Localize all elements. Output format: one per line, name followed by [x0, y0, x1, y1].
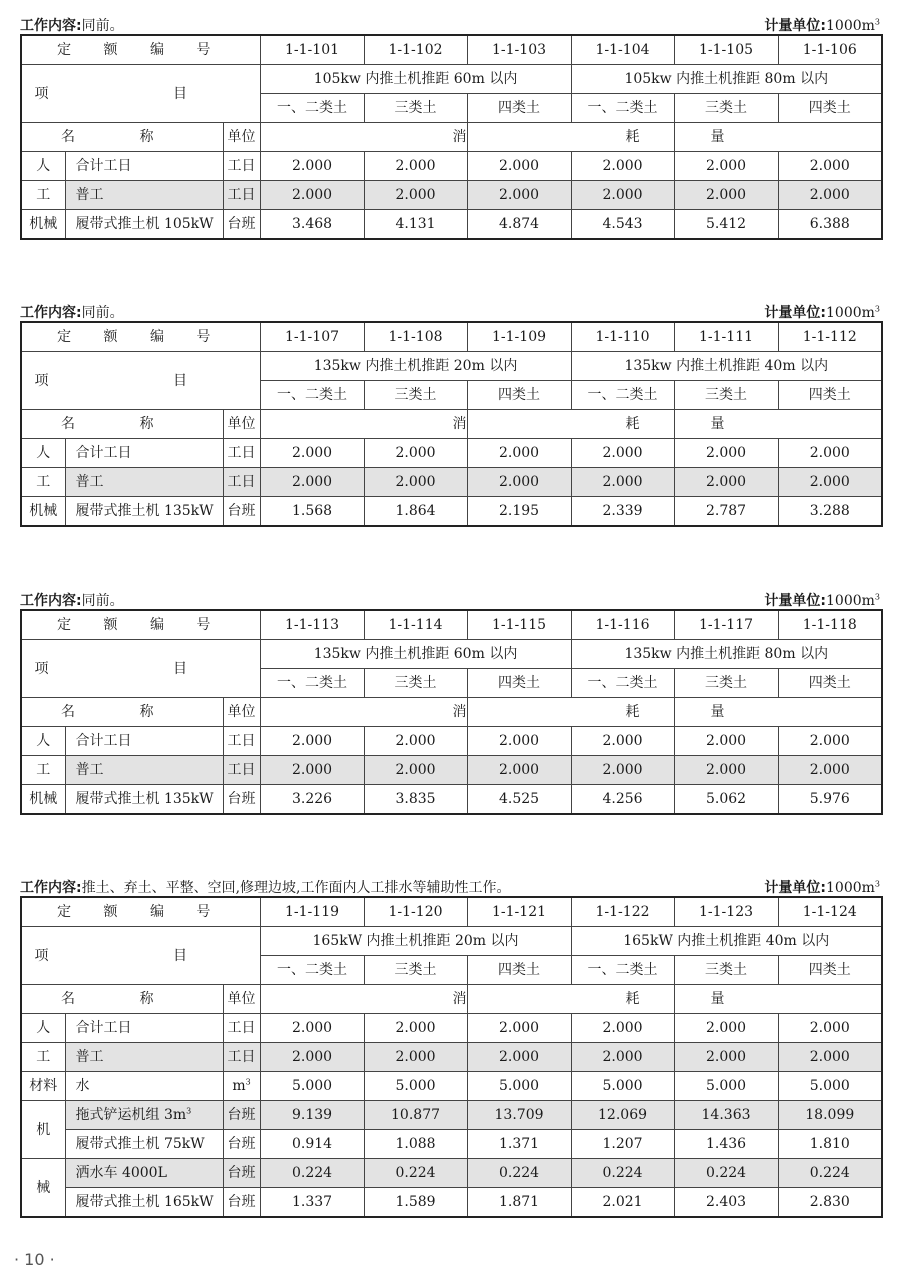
name-header-row	[21, 123, 882, 152]
row-unit: 工日	[223, 439, 260, 468]
work-content-text: 同前。	[81, 18, 124, 34]
work-content-text: 同前。	[81, 593, 124, 609]
table-row	[21, 727, 882, 756]
row-value: 0.224	[571, 1159, 674, 1188]
row-value: 2.000	[364, 152, 467, 181]
soil-class: 四类土	[467, 669, 571, 698]
row-value: 2.000	[571, 1043, 674, 1072]
consume-char: 耗	[467, 410, 674, 439]
row-value: 2.000	[467, 468, 571, 497]
quota-code: 1-1-104	[571, 35, 674, 65]
quota-code: 1-1-106	[778, 35, 882, 65]
code-row	[21, 35, 882, 65]
row-name: 拖式铲运机组 $3m^3$	[65, 1101, 223, 1130]
soil-class: 三类土	[364, 669, 467, 698]
unit-superscript: 3	[874, 592, 880, 602]
row-value: 2.000	[467, 1014, 571, 1043]
group-header: 135kw 内推土机推距 20m 以内	[260, 352, 571, 381]
row-value: 10.877	[364, 1101, 467, 1130]
name-label: 名 称	[21, 123, 223, 152]
soil-class: 一、二类土	[260, 669, 364, 698]
row-value: 2.000	[674, 181, 778, 210]
quota-code: 1-1-113	[260, 610, 364, 640]
row-value: 2.195	[467, 497, 571, 527]
quota-code: 1-1-107	[260, 322, 364, 352]
quota-code: 1-1-122	[571, 897, 674, 927]
row-name: 履带式推土机 75kW	[65, 1130, 223, 1159]
row-value: 2.000	[778, 181, 882, 210]
soil-class: 一、二类土	[260, 381, 364, 410]
row-value: 2.000	[571, 756, 674, 785]
consume-char: 消	[260, 985, 467, 1014]
quota-code: 1-1-111	[674, 322, 778, 352]
table-row	[21, 181, 882, 210]
row-value: 2.000	[364, 727, 467, 756]
soil-class: 四类土	[778, 956, 882, 985]
row-unit: 工日	[223, 727, 260, 756]
row-value: 1.871	[467, 1188, 571, 1218]
row-value: 1.864	[364, 497, 467, 527]
row-value: 2.000	[674, 727, 778, 756]
row-value: 3.835	[364, 785, 467, 815]
row-value: 2.000	[571, 152, 674, 181]
row-unit: 工日	[223, 1014, 260, 1043]
category-label: 机	[21, 1101, 65, 1159]
row-value: 2.000	[778, 439, 882, 468]
row-value: 2.021	[571, 1188, 674, 1218]
soil-class: 一、二类土	[260, 94, 364, 123]
row-unit: 工日	[223, 152, 260, 181]
group-header: 165kW 内推土机推距 20m 以内	[260, 927, 571, 956]
code-row	[21, 322, 882, 352]
row-unit: 工日	[223, 1043, 260, 1072]
quota-code: 1-1-121	[467, 897, 571, 927]
row-unit: 台班	[223, 785, 260, 815]
unit-label: 计量单位:	[764, 593, 826, 609]
row-unit: 台班	[223, 1101, 260, 1130]
category-label: 人	[21, 439, 65, 468]
consume-char: 消	[260, 123, 467, 152]
unit-label: 计量单位:	[764, 880, 826, 896]
quota-section-3	[20, 593, 882, 815]
row-value: 2.000	[467, 756, 571, 785]
row-unit: 台班	[223, 210, 260, 240]
quota-section-1	[20, 18, 882, 240]
unit-superscript: 3	[874, 879, 880, 889]
row-value: 0.224	[778, 1159, 882, 1188]
row-value: 2.000	[364, 1043, 467, 1072]
row-unit: 工日	[223, 468, 260, 497]
row-value: 2.000	[571, 439, 674, 468]
consume-char: 耗	[467, 985, 674, 1014]
category-label: 材料	[21, 1072, 65, 1101]
row-unit: 工日	[223, 756, 260, 785]
quota-code: 1-1-115	[467, 610, 571, 640]
soil-class: 三类土	[674, 956, 778, 985]
group-header: 135kw 内推土机推距 40m 以内	[571, 352, 882, 381]
row-value: 5.000	[364, 1072, 467, 1101]
work-content-label: 工作内容:	[20, 18, 82, 34]
consume-char: 耗	[467, 123, 674, 152]
soil-class: 四类土	[778, 94, 882, 123]
row-value: 2.000	[778, 468, 882, 497]
row-value: 5.000	[778, 1072, 882, 1101]
row-name: 普工	[65, 756, 223, 785]
category-label: 机械	[21, 210, 65, 240]
group-row	[21, 352, 882, 381]
row-value: 4.874	[467, 210, 571, 240]
quota-code: 1-1-108	[364, 322, 467, 352]
soil-class: 三类土	[364, 956, 467, 985]
row-unit: 台班	[223, 497, 260, 527]
table-row	[21, 1072, 882, 1101]
table-row	[21, 1130, 882, 1159]
quota-code: 1-1-119	[260, 897, 364, 927]
table-row	[21, 210, 882, 240]
unit-label: 计量单位:	[764, 305, 826, 321]
row-value: 2.403	[674, 1188, 778, 1218]
row-value: 2.000	[364, 468, 467, 497]
table-row	[21, 497, 882, 527]
consume-char: 消	[260, 410, 467, 439]
table-row	[21, 1014, 882, 1043]
name-header-row	[21, 410, 882, 439]
table-row	[21, 1188, 882, 1218]
row-value: 1.088	[364, 1130, 467, 1159]
quota-code: 1-1-102	[364, 35, 467, 65]
soil-class: 四类土	[467, 94, 571, 123]
row-value: 2.000	[364, 181, 467, 210]
row-value: 3.468	[260, 210, 364, 240]
quota-code: 1-1-110	[571, 322, 674, 352]
table-row	[21, 1159, 882, 1188]
row-value: 1.371	[467, 1130, 571, 1159]
group-row	[21, 927, 882, 956]
group-header: 135kw 内推土机推距 80m 以内	[571, 640, 882, 669]
group-row	[21, 640, 882, 669]
row-name: 履带式推土机 105kW	[65, 210, 223, 240]
row-value: 2.000	[778, 756, 882, 785]
soil-class: 一、二类土	[260, 956, 364, 985]
row-value: 2.000	[260, 181, 364, 210]
row-value: 2.000	[364, 756, 467, 785]
row-value: 4.131	[364, 210, 467, 240]
unit-column-label: 单位	[223, 410, 260, 439]
table-row	[21, 756, 882, 785]
soil-class: 一、二类土	[571, 381, 674, 410]
row-value: 2.339	[571, 497, 674, 527]
category-label: 工	[21, 756, 65, 785]
row-value: 2.000	[778, 1014, 882, 1043]
soil-class: 三类土	[674, 381, 778, 410]
table-row	[21, 152, 882, 181]
category-label: 人	[21, 152, 65, 181]
row-value: 2.787	[674, 497, 778, 527]
section-header	[20, 880, 882, 896]
quota-code: 1-1-112	[778, 322, 882, 352]
row-value: 5.000	[571, 1072, 674, 1101]
row-value: 5.000	[674, 1072, 778, 1101]
quota-code: 1-1-116	[571, 610, 674, 640]
row-value: 2.000	[674, 468, 778, 497]
unit-column-label: 单位	[223, 985, 260, 1014]
row-value: 5.412	[674, 210, 778, 240]
row-value: 5.062	[674, 785, 778, 815]
row-value: 2.000	[467, 439, 571, 468]
row-value: 2.000	[260, 439, 364, 468]
row-name: 合计工日	[65, 152, 223, 181]
row-value: 4.543	[571, 210, 674, 240]
row-unit: 台班	[223, 1130, 260, 1159]
row-value: 2.000	[467, 1043, 571, 1072]
section-header	[20, 18, 882, 34]
row-value: 2.000	[674, 152, 778, 181]
item-label: 项 目	[21, 352, 260, 410]
row-value: 1.589	[364, 1188, 467, 1218]
page-number: · 10 ·	[14, 1250, 55, 1269]
consume-char: 量	[674, 985, 882, 1014]
work-content-text: 同前。	[81, 305, 124, 321]
code-row	[21, 610, 882, 640]
row-value: 18.099	[778, 1101, 882, 1130]
row-name: 普工	[65, 468, 223, 497]
quota-table	[20, 321, 883, 527]
item-label: 项 目	[21, 65, 260, 123]
soil-class: 四类土	[778, 669, 882, 698]
group-header: 105kw 内推土机推距 80m 以内	[571, 65, 882, 94]
soil-class: 三类土	[364, 94, 467, 123]
soil-class: 三类土	[674, 669, 778, 698]
row-value: 14.363	[674, 1101, 778, 1130]
code-row	[21, 897, 882, 927]
row-value: 2.000	[778, 727, 882, 756]
group-header: 165kW 内推土机推距 40m 以内	[571, 927, 882, 956]
category-label: 工	[21, 181, 65, 210]
work-content-label: 工作内容:	[20, 880, 82, 896]
row-value: 5.000	[467, 1072, 571, 1101]
category-label: 机械	[21, 785, 65, 815]
row-value: 1.207	[571, 1130, 674, 1159]
row-name: 普工	[65, 1043, 223, 1072]
soil-class: 四类土	[467, 381, 571, 410]
row-value: 2.000	[674, 1014, 778, 1043]
unit-superscript: 3	[874, 304, 880, 314]
quota-code-label: 定 额 编 号	[21, 322, 260, 352]
quota-code: 1-1-118	[778, 610, 882, 640]
name-label: 名 称	[21, 698, 223, 727]
section-header	[20, 593, 882, 609]
unit-column-label: 单位	[223, 123, 260, 152]
row-value: 2.830	[778, 1188, 882, 1218]
row-value: 2.000	[364, 1014, 467, 1043]
row-value: 4.525	[467, 785, 571, 815]
group-header: 135kw 内推土机推距 60m 以内	[260, 640, 571, 669]
row-value: 2.000	[571, 181, 674, 210]
quota-code: 1-1-117	[674, 610, 778, 640]
row-value: 13.709	[467, 1101, 571, 1130]
row-value: 2.000	[260, 727, 364, 756]
table-row	[21, 785, 882, 815]
quota-code: 1-1-124	[778, 897, 882, 927]
row-name: 洒水车 4000L	[65, 1159, 223, 1188]
row-value: 2.000	[467, 727, 571, 756]
category-label: 人	[21, 1014, 65, 1043]
soil-class: 四类土	[467, 956, 571, 985]
category-label: 人	[21, 727, 65, 756]
quota-code-label: 定 额 编 号	[21, 35, 260, 65]
soil-class: 一、二类土	[571, 669, 674, 698]
soil-class: 四类土	[778, 381, 882, 410]
work-content-text: 推土、弃土、平整、空回,修理边坡,工作面内人工排水等辅助性工作。	[81, 880, 511, 896]
quota-code: 1-1-101	[260, 35, 364, 65]
row-value: 2.000	[778, 152, 882, 181]
item-label: 项 目	[21, 927, 260, 985]
section-header	[20, 305, 882, 321]
row-value: 12.069	[571, 1101, 674, 1130]
row-value: 9.139	[260, 1101, 364, 1130]
work-content-label: 工作内容:	[20, 593, 82, 609]
category-label: 工	[21, 1043, 65, 1072]
row-value: 2.000	[260, 468, 364, 497]
consume-char: 消	[260, 698, 467, 727]
table-row	[21, 1101, 882, 1130]
unit-value: 1000m	[826, 880, 875, 896]
row-value: 1.436	[674, 1130, 778, 1159]
consume-char: 量	[674, 123, 882, 152]
name-header-row	[21, 698, 882, 727]
row-value: 2.000	[260, 1043, 364, 1072]
row-value: 2.000	[364, 439, 467, 468]
row-value: 3.226	[260, 785, 364, 815]
consume-char: 量	[674, 698, 882, 727]
name-label: 名 称	[21, 410, 223, 439]
row-value: 0.914	[260, 1130, 364, 1159]
row-value: 1.337	[260, 1188, 364, 1218]
quota-code-label: 定 额 编 号	[21, 897, 260, 927]
quota-code: 1-1-123	[674, 897, 778, 927]
row-name: 履带式推土机 135kW	[65, 785, 223, 815]
unit-column-label: 单位	[223, 698, 260, 727]
row-value: 2.000	[674, 756, 778, 785]
row-name: 水	[65, 1072, 223, 1101]
row-value: 5.000	[260, 1072, 364, 1101]
row-value: 2.000	[571, 1014, 674, 1043]
row-name: 普工	[65, 181, 223, 210]
row-name: 履带式推土机 135kW	[65, 497, 223, 527]
row-value: 2.000	[571, 727, 674, 756]
row-value: 3.288	[778, 497, 882, 527]
quota-table	[20, 609, 883, 815]
soil-class: 一、二类土	[571, 94, 674, 123]
category-label: 机械	[21, 497, 65, 527]
row-name: 合计工日	[65, 727, 223, 756]
row-unit: $m^3$	[223, 1072, 260, 1101]
quota-code-label: 定 额 编 号	[21, 610, 260, 640]
row-value: 2.000	[467, 152, 571, 181]
row-value: 5.976	[778, 785, 882, 815]
group-row	[21, 65, 882, 94]
table-row	[21, 468, 882, 497]
quota-table	[20, 896, 883, 1218]
work-content-label: 工作内容:	[20, 305, 82, 321]
row-value: 1.810	[778, 1130, 882, 1159]
row-value: 2.000	[674, 439, 778, 468]
row-unit: 台班	[223, 1159, 260, 1188]
table-row	[21, 1043, 882, 1072]
unit-label: 计量单位:	[764, 18, 826, 34]
unit-superscript: 3	[874, 17, 880, 27]
row-name: 合计工日	[65, 1014, 223, 1043]
row-unit: 工日	[223, 181, 260, 210]
quota-code: 1-1-120	[364, 897, 467, 927]
row-value: 2.000	[571, 468, 674, 497]
item-label: 项 目	[21, 640, 260, 698]
row-value: 2.000	[778, 1043, 882, 1072]
row-value: 2.000	[674, 1043, 778, 1072]
row-value: 2.000	[260, 1014, 364, 1043]
quota-section-2	[20, 305, 882, 527]
row-value: 2.000	[467, 181, 571, 210]
unit-value: 1000m	[826, 305, 875, 321]
quota-table	[20, 34, 883, 240]
category-label: 械	[21, 1159, 65, 1218]
row-value: 2.000	[260, 152, 364, 181]
row-value: 0.224	[674, 1159, 778, 1188]
row-name: 合计工日	[65, 439, 223, 468]
quota-section-4	[20, 880, 882, 1218]
quota-code: 1-1-114	[364, 610, 467, 640]
row-value: 6.388	[778, 210, 882, 240]
row-value: 0.224	[467, 1159, 571, 1188]
quota-code: 1-1-109	[467, 322, 571, 352]
unit-value: 1000m	[826, 18, 875, 34]
row-value: 2.000	[260, 756, 364, 785]
soil-class: 三类土	[364, 381, 467, 410]
table-row	[21, 439, 882, 468]
row-value: 4.256	[571, 785, 674, 815]
row-value: 0.224	[260, 1159, 364, 1188]
name-label: 名 称	[21, 985, 223, 1014]
row-value: 0.224	[364, 1159, 467, 1188]
row-name: 履带式推土机 165kW	[65, 1188, 223, 1218]
quota-code: 1-1-105	[674, 35, 778, 65]
group-header: 105kw 内推土机推距 60m 以内	[260, 65, 571, 94]
consume-char: 耗	[467, 698, 674, 727]
row-value: 1.568	[260, 497, 364, 527]
name-header-row	[21, 985, 882, 1014]
quota-code: 1-1-103	[467, 35, 571, 65]
soil-class: 一、二类土	[571, 956, 674, 985]
row-unit: 台班	[223, 1188, 260, 1218]
category-label: 工	[21, 468, 65, 497]
unit-value: 1000m	[826, 593, 875, 609]
consume-char: 量	[674, 410, 882, 439]
soil-class: 三类土	[674, 94, 778, 123]
